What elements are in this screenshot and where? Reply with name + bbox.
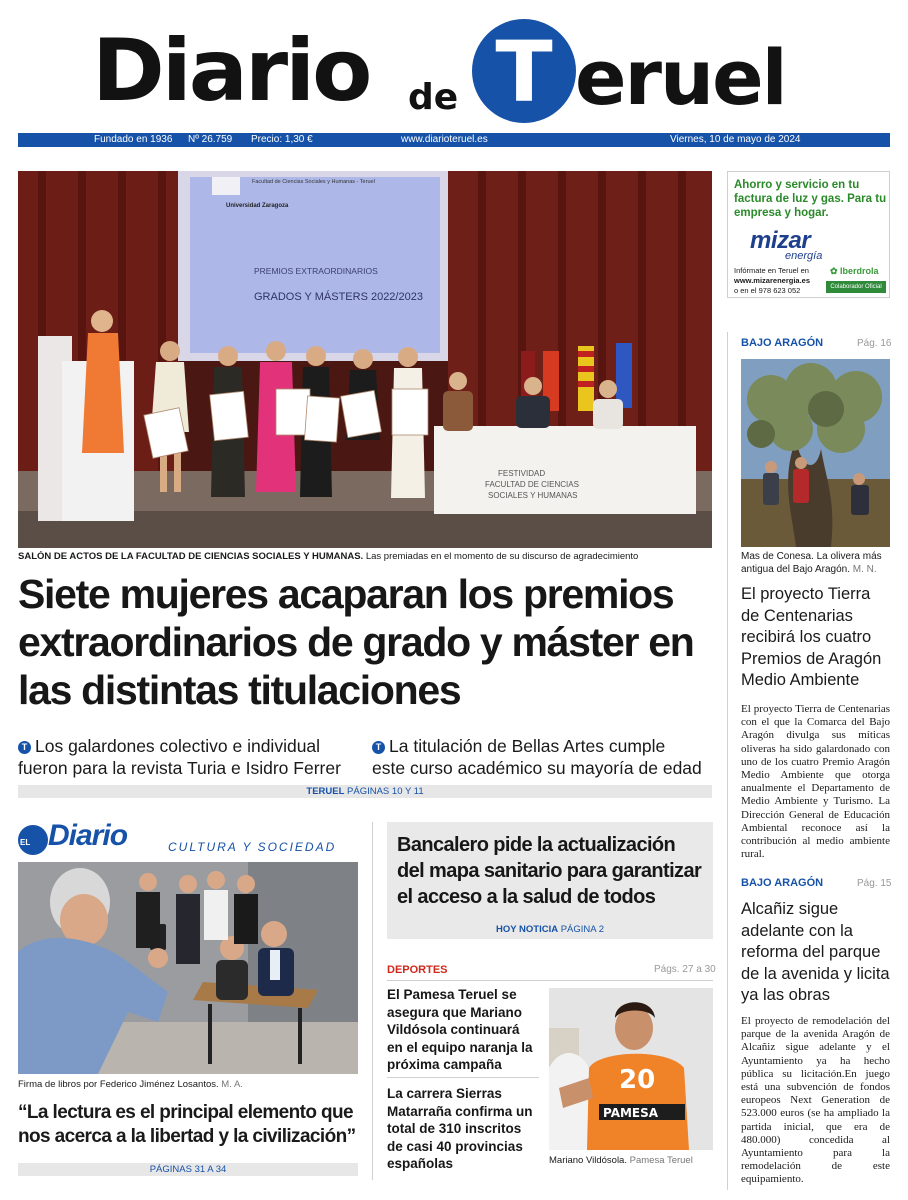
sports-caption-text: Mariano Vildósola. [549, 1155, 627, 1166]
side-story1-headline[interactable]: El proyecto Tierra de Centenarias recibirá los cuatro Premios de Aragón Medio Ambiente [741, 585, 882, 689]
main-headline[interactable]: Siete mujeres acaparan los premios extraordinarios de grado y máster en las distintas titulaciones [18, 571, 694, 713]
olive-caption-text: Mas de Conesa. La olivera más antigua del Bajo Aragón. [741, 551, 882, 575]
culture-caption-text: Firma de libros por Federico Jiménez Losantos. [18, 1079, 219, 1090]
main-caption-bold: SALÓN DE ACTOS DE LA FACULTAD DE CIENCIAS SOCIALES Y HUMANAS. [18, 551, 364, 562]
olive-tree-photo [741, 359, 890, 547]
book-signing-caption [18, 1079, 243, 1090]
eldiario-logo-text: Diario [48, 819, 128, 852]
side-story2-section: BAJO ARAGÓN [741, 877, 824, 889]
olive-photo-credit: M. N. [852, 564, 877, 575]
bancalero-pages-section: HOY NOTICIA [495, 924, 559, 935]
culture-photo-credit: M. A. [221, 1079, 243, 1090]
iberdrola-logo: ✿ Iberdrola [830, 266, 879, 276]
volleyball-player-photo [549, 988, 713, 1150]
screen-title-line2: GRADOS Y MÁSTERS 2022/2023 [254, 291, 423, 303]
table-banner-line2: FACULTAD DE CIENCIAS [485, 480, 579, 489]
ad-contact-info [734, 266, 824, 296]
culture-quote-headline[interactable]: “La lectura es el principal elemento que nos acerca a la libertad y la civilización” [18, 1102, 356, 1147]
screen-faculty-text: Facultad de Ciencias Sociales y Humanas - Teruel [252, 179, 375, 185]
teruel-bullet-icon: T [372, 741, 385, 754]
mizar-advertisement[interactable] [727, 171, 890, 298]
sports-divider [387, 980, 713, 981]
eldiario-el-label: EL [20, 838, 31, 847]
side-story2-page: Pág. 15 [857, 878, 892, 889]
sports-section-label: DEPORTES [387, 964, 448, 976]
side-story1-body: El proyecto Tierra de Centenarias con el que la Comarca del Bajo Aragón divulga sus míticas oliveras ha sido galardonado con uno de los cuatro Premio Aragón Medio Ambiente que otorga anualmente el Departamento de Medio Ambiente y Turismo. La Dirección General de Educación Ambiental reconoce así la contribución al medio ambiente rural. [741, 703, 890, 861]
website-link[interactable]: www.diarioteruel.es [401, 134, 488, 145]
masthead-word-eruel: eruel [575, 33, 786, 122]
ad-title: Ahorro y servicio en tu factura de luz y gas. Para tu empresa y hogar. [734, 179, 887, 219]
mizar-logo-sub: energía [785, 250, 823, 262]
side-story2-body: El proyecto de remodelación del parque de la avenida Aragón de Alcañiz sigue adelante y el Ayuntamiento ya ha hecho pública su licitación.En juego está una subvención de fondos europeos Next Generation de 523.000 euros (se ha ampliado la partida inicial, que era de 480.000) concedida al Ayuntamiento para la remodelación de este equipamiento. [741, 1015, 890, 1186]
price-text: Precio: 1,30 € [251, 134, 313, 145]
right-column-divider [727, 332, 728, 1190]
side-story1-section: BAJO ARAGÓN [741, 337, 824, 349]
screen-title-line1: PREMIOS EXTRAORDINARIOS [254, 266, 378, 276]
main-subhead-1-text: Los galardones colectivo e individual fueron para la revista Turia e Isidro Ferrer [18, 736, 341, 778]
pages-text: PÁGINAS 10 Y 11 [347, 786, 424, 797]
bancalero-pages-text: PÁGINA 2 [560, 924, 605, 935]
sports-photo-credit: Pamesa Teruel [629, 1155, 693, 1166]
main-subhead-2 [372, 735, 702, 779]
teruel-bullet-icon: T [18, 741, 31, 754]
jersey-number: 20 [619, 1065, 656, 1095]
main-caption-text: Las premiadas en el momento de su discurso de agradecimiento [365, 551, 639, 562]
ad-partner-tag: Colaborador Oficial [826, 281, 886, 293]
volleyball-photo-caption [549, 1155, 693, 1166]
main-photo-caption [18, 551, 712, 562]
iberdrola-name: Iberdrola [840, 266, 879, 276]
masthead-info-bar [18, 133, 890, 147]
table-banner-line1: FESTIVIDAD [498, 469, 546, 478]
side-story2-headline[interactable]: Alcañiz sigue adelante con la reforma del parque de la avenida y licita ya las obras [741, 900, 890, 1004]
founded-text: Fundado en 1936 [94, 134, 173, 145]
pages-section: TERUEL [306, 786, 345, 797]
culture-section-title: CULTURA Y SOCIEDAD [168, 840, 337, 854]
bancalero-headline[interactable]: Bancalero pide la actualización del mapa sanitario para garantizar el acceso a la salud de todos [397, 834, 702, 908]
ad-info-line1: Infórmate en Teruel en [734, 266, 809, 275]
issue-date: Viernes, 10 de mayo de 2024 [670, 134, 801, 145]
mizar-logo: mizar [750, 227, 811, 254]
jersey-sponsor: PAMESA [603, 1106, 659, 1120]
main-story-photo [18, 171, 712, 548]
culture-pages-ref[interactable]: PÁGINAS 31 A 34 [18, 1163, 358, 1176]
main-story-pages-ref[interactable] [18, 785, 712, 798]
ad-info-website: www.mizarenergia.es [734, 276, 811, 285]
main-subhead-1 [18, 735, 348, 779]
sports-pages: Págs. 27 a 30 [654, 964, 716, 975]
sports-story-pamesa[interactable]: El Pamesa Teruel se asegura que Mariano Vildósola continuará en el equipo naranja la próxima campaña [387, 987, 533, 1072]
sports-story-separator [387, 1077, 539, 1078]
bancalero-pages-ref[interactable] [387, 924, 713, 935]
main-subhead-2-text: La titulación de Bellas Artes cumple este curso académico su mayoría de edad [372, 736, 702, 778]
sports-story-matarrana[interactable]: La carrera Sierras Matarraña confirma un total de 310 inscritos de casi 40 provincias españolas [387, 1086, 533, 1171]
masthead-t-letter: T [495, 23, 553, 121]
issue-number: Nº 26.759 [188, 134, 233, 145]
ad-info-phone: o en el 978 623 052 [734, 286, 801, 295]
masthead-word-de: de [408, 77, 459, 118]
table-banner-line3: SOCIALES Y HUMANAS [488, 491, 578, 500]
screen-university-text: Universidad Zaragoza [226, 203, 289, 209]
book-signing-photo [18, 862, 358, 1074]
middle-column-divider [372, 822, 373, 1180]
masthead-word-diario: Diario [92, 21, 370, 121]
olive-photo-caption [741, 550, 890, 576]
side-story1-page: Pág. 16 [857, 338, 892, 349]
